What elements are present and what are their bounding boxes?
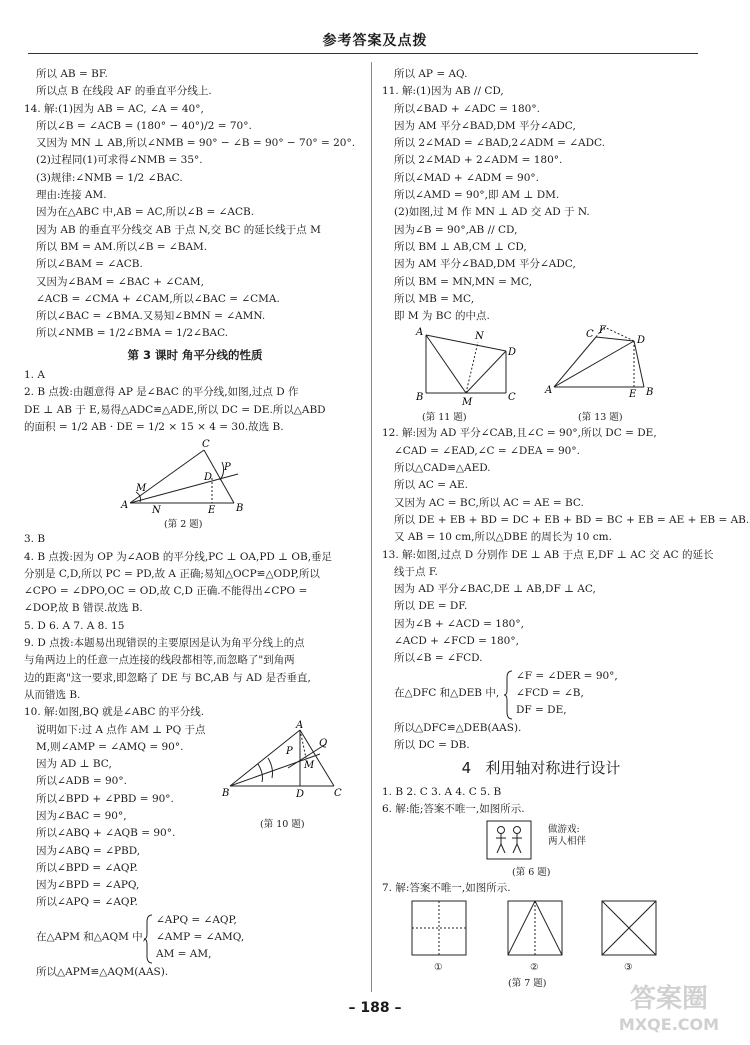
text-line: 所以 AB = BF. [36,68,108,80]
text-line: 又因为∠BAM = ∠BAC + ∠CAM, [36,275,204,288]
svg-text:A: A [296,719,304,731]
text-line: 所以∠B = ∠ACB = (180° − 40°)/2 = 70°. [36,119,252,132]
text-line: 所以点 B 在线段 AF 的垂直平分线上. [36,85,212,98]
text-line: ∠APQ = ∠AQP, [156,913,237,926]
text-line: 因为 AD ⊥ BC, [36,758,112,771]
text-line: (2)如图,过 M 作 MN ⊥ AD 交 AD 于 N. [394,206,590,219]
text-line: 因为∠ABQ = ∠PBD, [36,844,141,857]
text-line: ∠ACB = ∠CMA + ∠CAM,所以∠BAC = ∠CMA. [36,292,280,305]
text-line: 所以 2∠MAD = ∠BAD,2∠ADM = ∠ADC. [394,137,606,150]
text-line: 所以∠BAC = ∠BMA.又易知∠BMN = ∠AMN. [36,310,266,323]
text-line: ∠ACD + ∠FCD = 180°, [394,635,519,648]
page-header [0,0,750,54]
q13-heading: 13. 解:如图,过点 D 分别作 DE ⊥ AB 于点 E,DF ⊥ AC 交 AC 的延长 [382,548,714,561]
text-line: 所以 DE = DF. [394,600,468,613]
text-line: 所以∠ADB = 90°. [36,775,127,788]
text-line: 所以∠B = ∠FCD. [394,652,483,665]
text-line: 所以∠APQ = ∠AQP. [36,896,138,909]
svg-text:Q: Q [319,737,328,749]
svg-text:A: A [545,385,553,397]
figure-13-caption: (第 13 题) [578,412,623,424]
text-line: 因为 AB 的垂直平分线交 AB 于点 N,交 BC 的延长线于点 M [36,223,321,236]
figure-7-caption: (第 7 题) [508,978,547,990]
svg-text:B: B [646,387,654,399]
text-line: 又因为 AC = BC,所以 AC = AE = BC. [394,496,584,509]
answer-line: DE ⊥ AB 于 E,易得△ADC≌△ADE,所以 DC = DE.所以△ABD [24,403,326,416]
page-number: – 188 – [348,1000,402,1016]
text-line: 所以 BM = AM.所以∠B = ∠BAM. [36,240,208,253]
congruence-block [382,668,700,720]
text-line: 因为 AM 平分∠BAD,DM 平分∠ADC, [394,258,576,271]
figure-10-diagram [222,719,362,814]
answer-line: 边的距离"这一要求,即忽略了 DE 与 BC,AB 与 AD 是否垂直, [24,671,311,684]
section-name: 利用轴对称进行设计 [485,759,621,778]
figure-2-caption: (第 2 题) [164,519,203,531]
svg-text:M: M [136,483,147,495]
text-line: 因为在△ABC 中,AB = AC,所以∠B = ∠ACB. [36,206,255,219]
text-line: M,则∠AMP = ∠AMQ = 90°. [36,740,184,753]
text-line: 所以 DE + EB + BD = DC + EB + BD = BC + EB = AE + EB = AB. [394,513,750,526]
text-line: ∠CAD = ∠EAD,∠C = ∠DEA = 90°. [394,444,580,457]
figure-11-caption: (第 11 题) [422,412,467,424]
text-line: ∠FCD = ∠B, [516,686,584,699]
column-divider [371,62,372,992]
text-line: 所以△DFC≌△DEB(AAS). [394,721,522,734]
text-line: (3)规律:∠NMB = 1/2 ∠BAC. [36,171,183,184]
svg-text:P: P [224,462,231,474]
figure-6-note-line: 做游戏: [548,824,580,836]
watermark-url: MXQE.COM [618,1015,720,1034]
answer-line: 与角两边上的任意一点连接的线段都相等,而忽略了"到角两 [24,654,295,667]
text-line: 因为∠B = 90°,AB // CD, [394,223,518,236]
text-line: 所以∠BAM = ∠ACB. [36,258,143,271]
q11-heading: 11. 解:(1)因为 AB // CD, [382,85,504,98]
text-line: ∠AMP = ∠AMQ, [156,930,245,943]
text-line: (2)过程同(1)可求得∠NMB = 35°. [36,154,203,167]
svg-text:D: D [508,347,517,359]
text-line: 所以 MB = MC, [394,292,475,305]
text-line: 所以 BM ⊥ AB,CM ⊥ CD, [394,240,527,253]
answer-line: 1. B 2. C 3. A 4. C 5. B [382,785,502,798]
text-line: 又因为 MN ⊥ AB,所以∠NMB = 90° − ∠B = 90° − 70° = 20°. [36,137,356,150]
svg-text:B: B [416,392,424,404]
svg-text:E: E [629,389,637,401]
answer-line: 7. 解:答案不唯一,如图所示. [382,882,511,895]
text-line: 线于点 F. [394,565,438,578]
answer-line: 从而错选 B. [24,688,81,701]
q10-block [24,719,366,912]
text-line: 因为∠B + ∠ACD = 180°, [394,617,524,630]
svg-text:D: D [204,472,213,484]
svg-text:M: M [304,759,315,771]
figure-7-label: ① [434,962,443,974]
text-line: 所以∠MAD + ∠ADM = 90°. [394,171,539,184]
svg-text:D: D [637,335,646,347]
svg-text:B: B [236,503,244,515]
left-brace [504,670,514,720]
svg-text:C: C [334,787,342,799]
text-line: ∠F = ∠DER = 90°, [516,669,618,682]
text-line: 所以∠ABQ + ∠AQB = 90°. [36,827,176,840]
text-line: 即 M 为 BC 的中点. [394,310,490,323]
figure-11-13-diagrams [382,325,700,409]
figure-6-note [548,824,586,848]
answer-line: 3. B [24,533,46,546]
text-line: 所以 BM = MN,MN = MC, [394,275,533,288]
text-line: 理由:连接 AM. [36,189,107,202]
figure-6-note-line: 两人相伴 [548,836,587,848]
svg-text:D: D [296,788,305,800]
text-line: 又 AB = 10 cm,所以△DBE 的周长为 10 cm. [394,531,612,544]
figure-7-label: ② [530,962,539,974]
svg-text:N: N [152,505,161,517]
right-column [382,66,750,990]
section-4-title [382,760,700,777]
text-line: 所以 AC = AE. [394,479,469,492]
text-line: 所以 DC = DB. [394,738,470,751]
svg-text:B: B [222,787,230,799]
left-column [24,66,366,981]
figure-6 [382,818,700,880]
text-line: 因为∠BPD = ∠APQ, [36,879,140,892]
svg-text:C: C [508,392,516,404]
text-line: 所以∠BPD = ∠AQP. [36,861,138,874]
watermark-text: 答案圈 [629,984,708,1014]
figure-7-label: ③ [624,962,633,974]
text-line: 所以∠BAD + ∠ADC = 180°. [394,102,540,115]
svg-text:C: C [202,439,210,451]
svg-text:C: C [586,329,594,341]
svg-text:F: F [599,325,606,337]
answer-line: 6. 解:能;答案不唯一,如图所示. [382,802,525,815]
text-line: 所以∠AMD = 90°,即 AM ⊥ DM. [394,189,560,202]
answer-line: 的面积 = 1/2 AB · DE = 1/2 × 15 × 4 = 30.故选 B. [24,420,284,433]
section-number: 4 [461,759,472,778]
text-line: 所以△CAD≌△AED. [394,462,491,475]
answer-line: ∠DOP,故 B 错误.故选 B. [24,602,143,615]
figure-7-drawings [406,899,676,961]
figure-10-caption: (第 10 题) [260,818,305,830]
svg-text:M: M [462,397,473,409]
text-line: 因为 AD 平分∠BAC,DE ⊥ AB,DF ⊥ AC, [394,583,596,596]
svg-text:N: N [475,331,484,343]
section-title: 第 3 课时 角平分线的性质 [127,347,263,362]
answer-line: 2. B 点拨:由题意得 AP 是∠BAC 的平分线,如图,过点 D 作 [24,386,299,399]
figures-11-13 [382,325,700,425]
figure-2 [24,436,366,531]
answer-line: 4. B 点拨:因为 OP 为∠AOB 的平分线,PC ⊥ OA,PD ⊥ OB,垂足 [24,550,333,563]
left-brace [144,914,154,964]
text-line: 所以 AP = AQ. [394,68,468,80]
header-rule [28,53,698,54]
answer-line: 9. D 点拨:本题易出现错误的主要原因是认为角平分线上的点 [24,637,305,650]
svg-text:P: P [286,745,293,757]
answer-line: 5. D 6. A 7. A 8. 15 [24,619,125,632]
figure-6-caption: (第 6 题) [512,867,551,879]
svg-text:E: E [208,505,216,517]
text-line: AM = AM, [156,947,212,960]
svg-text:A: A [416,327,424,339]
q14-heading: 14. 解:(1)因为 AB = AC, ∠A = 40°, [24,102,204,115]
answer-line: ∠CPO = ∠DPO,OC = OD,故 C,D 正确.不能得出∠CPO = [24,585,308,598]
text-line: DF = DE, [516,703,567,716]
answer-line: 分别是 C,D,所以 PC = PD,故 A 正确;易知△OCP≌△ODP,所以 [24,567,320,580]
text-line: 说明如下:过 A 点作 AM ⊥ PQ 于点 [36,723,206,736]
text-line: 所以∠BPD + ∠PBD = 90°. [36,792,174,805]
answer-line: 10. 解:如图,BQ 就是∠ABC 的平分线. [24,706,205,719]
text-line: 所以 2∠MAD + 2∠ADM = 180°. [394,154,563,167]
text-line: 所以△APM≌△AQM(AAS). [36,965,169,978]
q12-heading: 12. 解:因为 AD 平分∠CAB,且∠C = 90°,所以 DC = DE, [382,427,657,440]
text-line: 因为 AM 平分∠BAD,DM 平分∠ADC, [394,119,576,132]
figure-6-drawing [486,820,536,862]
text-line: 在△DFC 和△DEB 中, [394,686,500,699]
text-line: 所以∠NMB = 1/2∠BMA = 1/2∠BAC. [36,327,229,340]
text-line: 因为∠BAC = 90°, [36,809,127,822]
figure-7 [382,897,700,989]
answer-line: 1. A [24,369,45,382]
text-line: 在△APM 和△AQM 中, [36,930,147,943]
congruence-block [24,912,366,964]
svg-text:A: A [121,500,129,512]
watermark-logo [594,983,744,1041]
header-title: 参考答案及点拨 [322,33,428,49]
